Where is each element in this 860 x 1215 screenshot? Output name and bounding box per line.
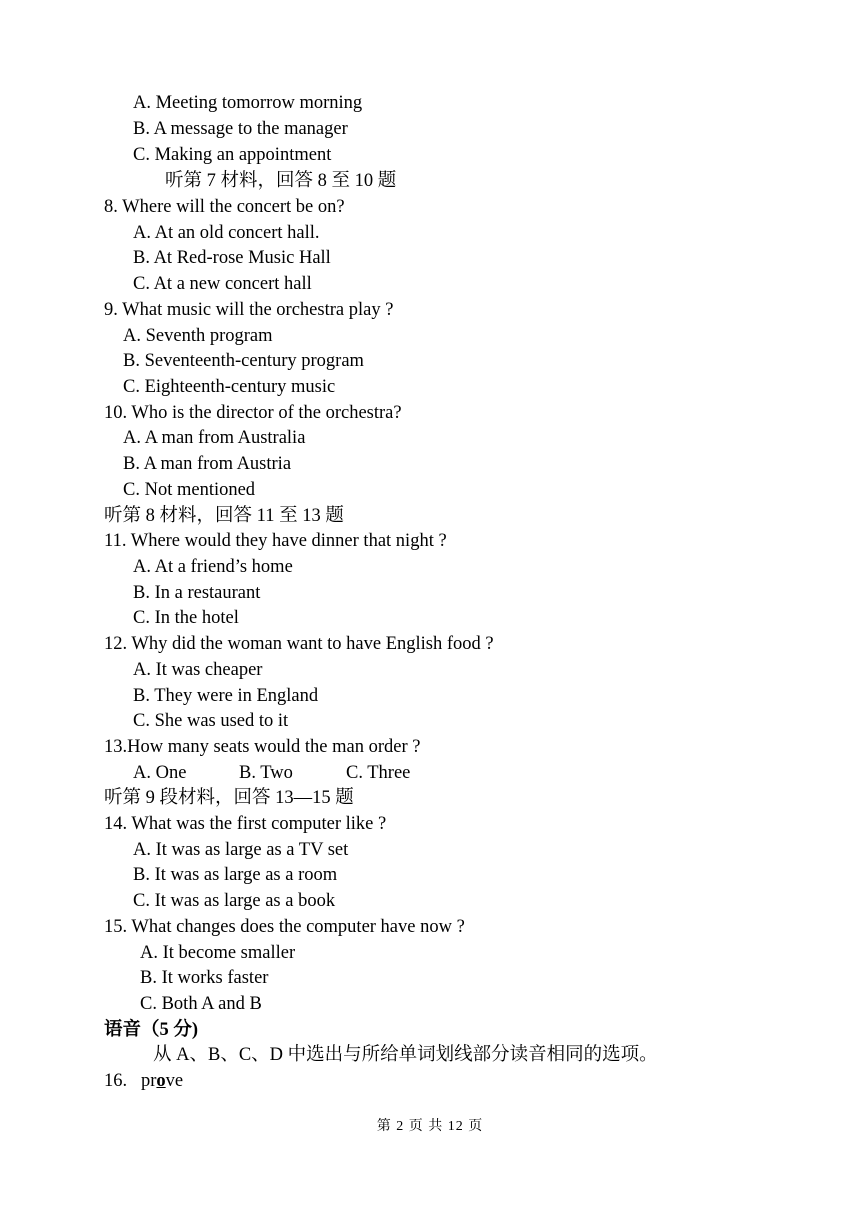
page-footer: 第 2 页 共 12 页 — [376, 1119, 484, 1134]
q15-option-b: B. It works faster — [140, 968, 269, 988]
q13-option-a: A. One — [133, 763, 187, 783]
q15-option-c: C. Both A and B — [140, 994, 262, 1014]
q13-option-c: C. Three — [346, 763, 411, 783]
q10-option-c: C. Not mentioned — [123, 480, 256, 500]
question-11: 11. Where would they have dinner that night ? — [104, 531, 447, 551]
question-16 — [104, 1070, 183, 1092]
q11-option-b: B. In a restaurant — [133, 583, 261, 603]
question-10: 10. Who is the director of the orchestra? — [104, 403, 402, 423]
q7-option-c: C. Making an appointment — [133, 145, 332, 165]
phonetics-title: 语音（5 分) — [104, 1020, 199, 1040]
question-8: 8. Where will the concert be on? — [104, 197, 345, 217]
q16-number: 16. — [104, 1071, 128, 1091]
q15-option-a: A. It become smaller — [140, 943, 296, 963]
question-9: 9. What music will the orchestra play ? — [104, 300, 394, 320]
q16-word-start: pr — [141, 1071, 157, 1091]
q9-option-a: A. Seventh program — [123, 326, 273, 346]
q8-option-a: A. At an old concert hall. — [133, 223, 320, 243]
q11-option-c: C. In the hotel — [133, 608, 239, 628]
q16-word-end: ve — [165, 1071, 184, 1091]
q12-option-c: C. She was used to it — [133, 711, 289, 731]
question-15: 15. What changes does the computer have now ? — [104, 917, 465, 937]
q12-option-a: A. It was cheaper — [133, 660, 263, 680]
q9-option-c: C. Eighteenth-century music — [123, 377, 336, 397]
q12-option-b: B. They were in England — [133, 686, 319, 706]
section-9-heading: 听第 9 段材料，回答 13—15 题 — [104, 788, 354, 808]
q16-underlined-letter: o — [156, 1071, 166, 1091]
question-12: 12. Why did the woman want to have English food ? — [104, 634, 494, 654]
phonetics-instruction: 从 A、B、C、D 中选出与所给单词划线部分读音相同的选项。 — [153, 1045, 658, 1065]
q14-option-a: A. It was as large as a TV set — [133, 840, 349, 860]
q7-option-b: B. A message to the manager — [133, 119, 348, 139]
q14-option-b: B. It was as large as a room — [133, 865, 338, 885]
q14-option-c: C. It was as large as a book — [133, 891, 336, 911]
q8-option-c: C. At a new concert hall — [133, 274, 312, 294]
section-7-heading: 听第 7 材料，回答 8 至 10 题 — [165, 171, 397, 191]
q9-option-b: B. Seventeenth-century program — [123, 351, 364, 371]
question-13: 13.How many seats would the man order ? — [104, 737, 421, 757]
section-8-heading: 听第 8 材料，回答 11 至 13 题 — [104, 506, 344, 526]
q13-option-b: B. Two — [239, 763, 293, 783]
question-14: 14. What was the first computer like ? — [104, 814, 387, 834]
q7-option-a: A. Meeting tomorrow morning — [133, 93, 363, 113]
q10-option-b: B. A man from Austria — [123, 454, 292, 474]
q8-option-b: B. At Red-rose Music Hall — [133, 248, 331, 268]
q10-option-a: A. A man from Australia — [123, 428, 306, 448]
q11-option-a: A. At a friend’s home — [133, 557, 293, 577]
